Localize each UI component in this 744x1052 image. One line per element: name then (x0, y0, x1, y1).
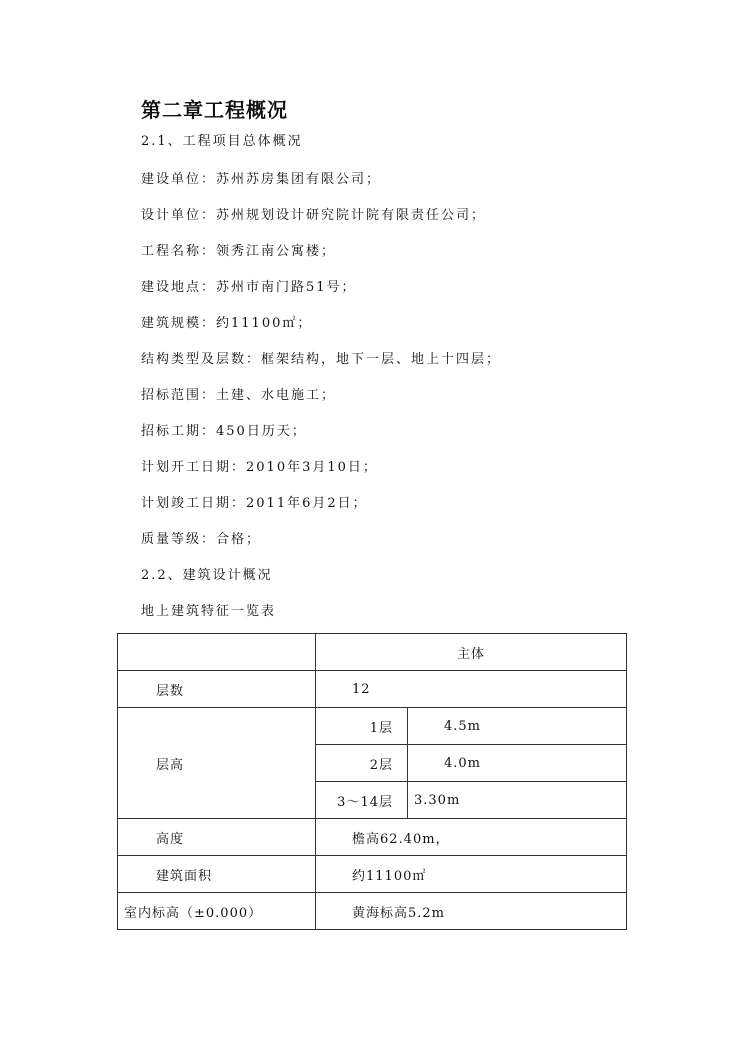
value-cell: 约11100㎡ (316, 856, 627, 893)
floor-cell: 2层 (316, 745, 408, 782)
label-cell: 建筑面积 (118, 856, 316, 893)
info-line: 计划竣工日期：2011年6月2日； (141, 496, 368, 511)
table-row (118, 671, 627, 708)
label-cell: 层数 (118, 671, 316, 708)
value-cell: 3.30m (408, 782, 627, 819)
info-line: 建设地点：苏州市南门路51号； (141, 280, 357, 295)
info-line: 结构类型及层数：框架结构，地下一层、地上十四层； (141, 352, 502, 367)
label-cell: 高度 (118, 819, 316, 856)
section-heading: 2.2、建筑设计概况 (141, 568, 273, 583)
floor-cell: 1层 (316, 708, 408, 745)
info-line: 计划开工日期：2010年3月10日； (141, 460, 378, 475)
info-line: 招标工期：450日历天； (141, 424, 307, 439)
value-cell: 4.5m (408, 708, 627, 745)
table-row (118, 708, 627, 745)
info-line: 建筑规模：约11100㎡； (141, 316, 313, 331)
value-cell: 12 (316, 671, 627, 708)
chapter-title: 第二章工程概况 (141, 98, 288, 122)
table-row (118, 893, 627, 930)
value-cell: 4.0m (408, 745, 627, 782)
table-caption: 地上建筑特征一览表 (141, 604, 277, 619)
info-line: 建设单位：苏州苏房集团有限公司； (141, 172, 382, 187)
section-heading: 2.1、工程项目总体概况 (141, 134, 303, 149)
value-cell: 黄海标高5.2m (316, 893, 627, 930)
table-row (118, 856, 627, 893)
info-line: 设计单位：苏州规划设计研究院计院有限责任公司； (141, 208, 487, 223)
table-row (118, 819, 627, 856)
value-cell: 檐高62.40m， (316, 819, 627, 856)
header-cell: 主体 (316, 634, 627, 671)
info-line: 招标范围：土建、水电施工； (141, 388, 337, 403)
floor-cell: 3～14层 (316, 782, 408, 819)
label-cell: 室内标高（±0.000） (118, 893, 316, 930)
label-cell: 层高 (118, 708, 316, 819)
info-line: 质量等级：合格； (141, 532, 262, 547)
info-line: 工程名称：领秀江南公寓楼； (141, 244, 337, 259)
building-features-table (117, 633, 627, 930)
table-row (118, 634, 627, 671)
